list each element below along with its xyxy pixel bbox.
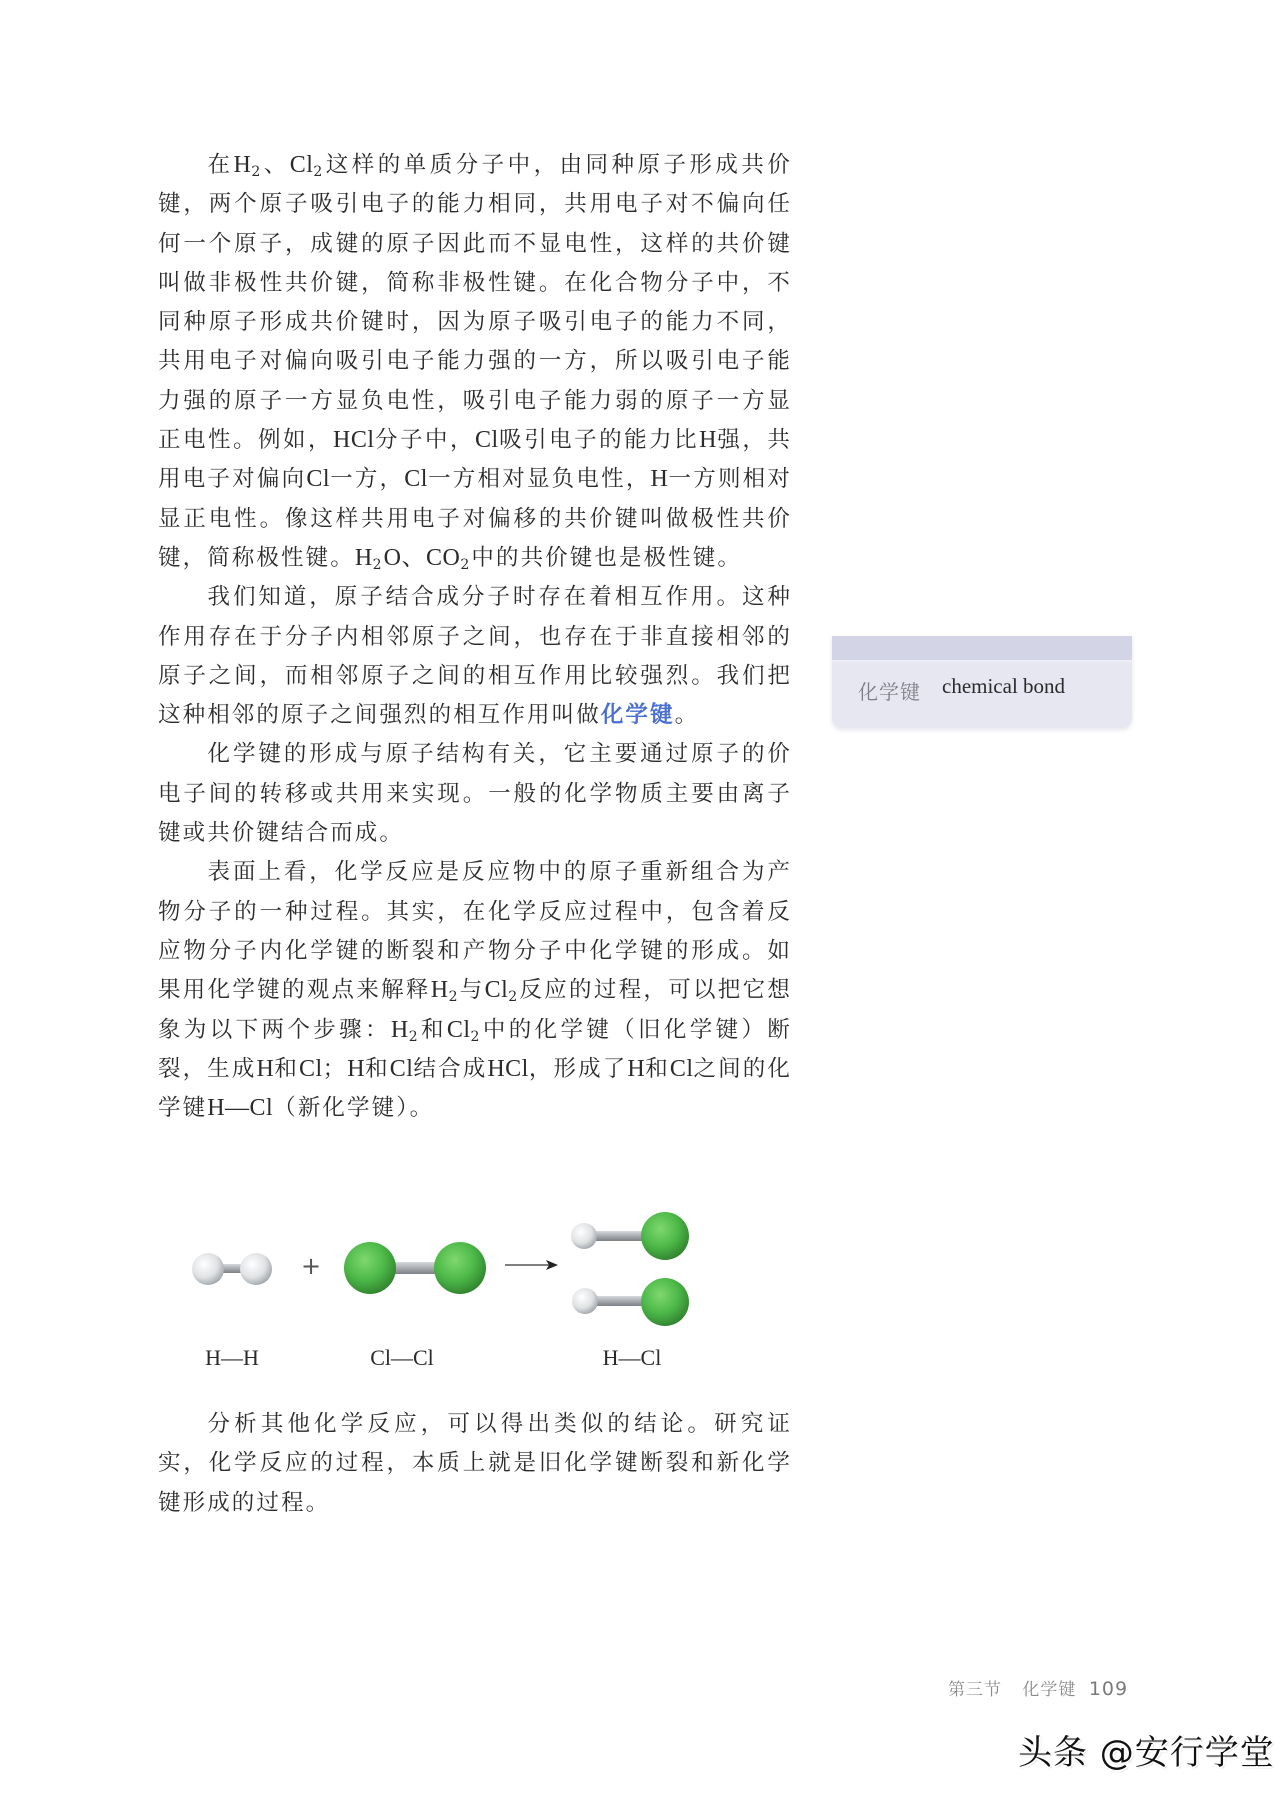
text-run: ，形成了 xyxy=(528,1055,628,1082)
glossary-term-en: chemical bond xyxy=(942,674,1066,698)
formula-hcl: HCl xyxy=(333,427,375,454)
symbol-cl: Cl xyxy=(298,1055,323,1082)
label-h-h: H—H xyxy=(205,1345,259,1370)
label-h-cl: H—Cl xyxy=(602,1345,662,1370)
text-run: 表面上看，化学反应是反应物中的原子重新组合为产物分子的一种过程。其实，在化学反应过程中，包含着反应物分子内化学键的断裂和产物分子中化学键的形成。如果用化学键的观点来解释 xyxy=(158,859,792,1004)
symbol-cl: Cl xyxy=(475,427,499,454)
subscript: 2 xyxy=(313,164,325,180)
paragraph-5 xyxy=(158,1405,792,1523)
page-number: 109 xyxy=(1088,1678,1129,1700)
glossary-box xyxy=(832,636,1132,728)
keyword-chemical-bond: 化学键 xyxy=(600,702,675,729)
symbol-cl: Cl xyxy=(389,1055,414,1082)
glossary-term-cn: 化学键 xyxy=(858,680,921,704)
text-run: 反应的过程，可以把它想象为以下两个步骤： xyxy=(158,977,792,1043)
text-run: 强，共用电子对偏向 xyxy=(158,427,792,493)
formula-cl2: Cl xyxy=(446,1016,471,1043)
subscript: 2 xyxy=(470,1028,482,1045)
text-run: 之间的化学键 xyxy=(158,1055,792,1122)
formula-h2: H xyxy=(430,977,449,1004)
paragraph-4 xyxy=(158,853,792,1128)
text-run: 、 xyxy=(262,152,290,178)
molecule-diagram xyxy=(170,1195,750,1345)
symbol-h: H xyxy=(347,1055,366,1082)
glossary-header-band xyxy=(832,636,1132,662)
text-run: 分子中， xyxy=(374,427,475,454)
formula-hcl: HCl xyxy=(487,1055,529,1082)
text-run: 和 xyxy=(274,1055,299,1082)
reaction-arrow xyxy=(505,1260,558,1270)
page-footer xyxy=(948,1675,1128,1700)
h2-molecule xyxy=(192,1253,272,1285)
formula-h2: H xyxy=(233,152,252,178)
main-text-column xyxy=(158,146,792,1128)
formula-cl2: Cl xyxy=(484,977,509,1004)
text-run: 我们知道，原子结合成分子时存在着相互作用。这种作用存在于分子内相邻原子之间，也存在于非直接相邻的原子之间，而相邻原子之间的相互作用比较强烈。我们把这种相邻的原子之间强烈的相互作用叫做 xyxy=(158,584,792,729)
text-run: 中的化学键（旧化学键）断裂，生成 xyxy=(158,1016,793,1082)
subscript: 2 xyxy=(448,989,460,1006)
text-run: 一方则相对显正电性。像这样共用电子对偏移的共价键叫做极性共价键，简称极性键。 xyxy=(158,466,792,571)
hcl-molecule-top xyxy=(571,1212,689,1260)
symbol-cl: Cl xyxy=(306,466,330,493)
label-cl-cl: Cl—Cl xyxy=(370,1345,434,1370)
plus-sign: + xyxy=(301,1252,322,1280)
text-run: 结合成 xyxy=(413,1055,488,1082)
symbol-h: H xyxy=(699,427,717,454)
reaction-figure xyxy=(170,1195,750,1385)
text-run: 在 xyxy=(207,152,234,178)
subscript: 2 xyxy=(372,556,384,573)
paragraph-3 xyxy=(158,735,792,853)
subscript: 2 xyxy=(460,556,472,573)
symbol-cl: Cl xyxy=(404,466,428,493)
text-run: 一方相对显负电性， xyxy=(427,466,651,493)
bond-h-cl: H—Cl xyxy=(207,1095,274,1122)
text-run: 和 xyxy=(645,1055,670,1082)
text-run: 中的共价键也是极性键。 xyxy=(471,544,742,571)
text-run: （新化学键）。 xyxy=(273,1095,435,1122)
paragraph-2 xyxy=(158,578,792,735)
text-run: 一方， xyxy=(330,466,405,493)
text-run: ； xyxy=(322,1055,348,1082)
text-run: 和 xyxy=(419,1016,447,1043)
formula-h2: H xyxy=(390,1016,409,1043)
cl2-molecule xyxy=(344,1242,486,1294)
symbol-cl: Cl xyxy=(669,1055,694,1082)
symbol-h: H xyxy=(627,1055,646,1082)
symbol-h: H xyxy=(650,466,669,493)
text-run: O、 xyxy=(383,544,427,571)
closing-text xyxy=(158,1405,792,1523)
text-run: 吸引电子的能力比 xyxy=(498,427,700,454)
footer-section: 第三节 xyxy=(948,1680,1002,1700)
watermark: 头条 @安行学堂 xyxy=(1018,1733,1275,1773)
footer-chapter-title: 化学键 xyxy=(1022,1680,1077,1700)
text-run: 和 xyxy=(365,1055,390,1082)
text-run: 与 xyxy=(459,977,485,1004)
paragraph-1 xyxy=(158,146,792,578)
formula-co2: CO xyxy=(426,544,461,571)
hcl-molecule-bottom xyxy=(572,1278,689,1326)
formula-cl2: Cl xyxy=(289,152,314,178)
text-run: 。 xyxy=(674,702,700,729)
text-run: 这样的单质分子中，由同种原子形成共价键，两个原子吸引电子的能力相同，共用电子对不偏向任何一个原子，成键的原子因此而不显电性，这样的共价键叫做非极性共价键，简称非极性键。在化合物分子中，不同种原子形成共价键时，因为原子吸引电子的能力不同，共用电子对偏向吸引电子能力强的一方，所以吸引电子能力强的原子一方显负电性，吸引电子能力弱的原子一方显正电性。例如， xyxy=(158,152,792,454)
symbol-h: H xyxy=(256,1055,275,1082)
formula-h2o: H xyxy=(354,544,373,571)
subscript: 2 xyxy=(508,989,520,1006)
text-run: 分析其他化学反应，可以得出类似的结论。研究证实，化学反应的过程，本质上就是旧化学键断裂和新化学键形成的过程。 xyxy=(158,1411,792,1516)
text-run: 化学键的形成与原子结构有关，它主要通过原子的价电子间的转移或共用来实现。一般的化学物质主要由离子键或共价键结合而成。 xyxy=(158,741,792,847)
subscript: 2 xyxy=(251,164,263,180)
subscript: 2 xyxy=(408,1028,420,1045)
